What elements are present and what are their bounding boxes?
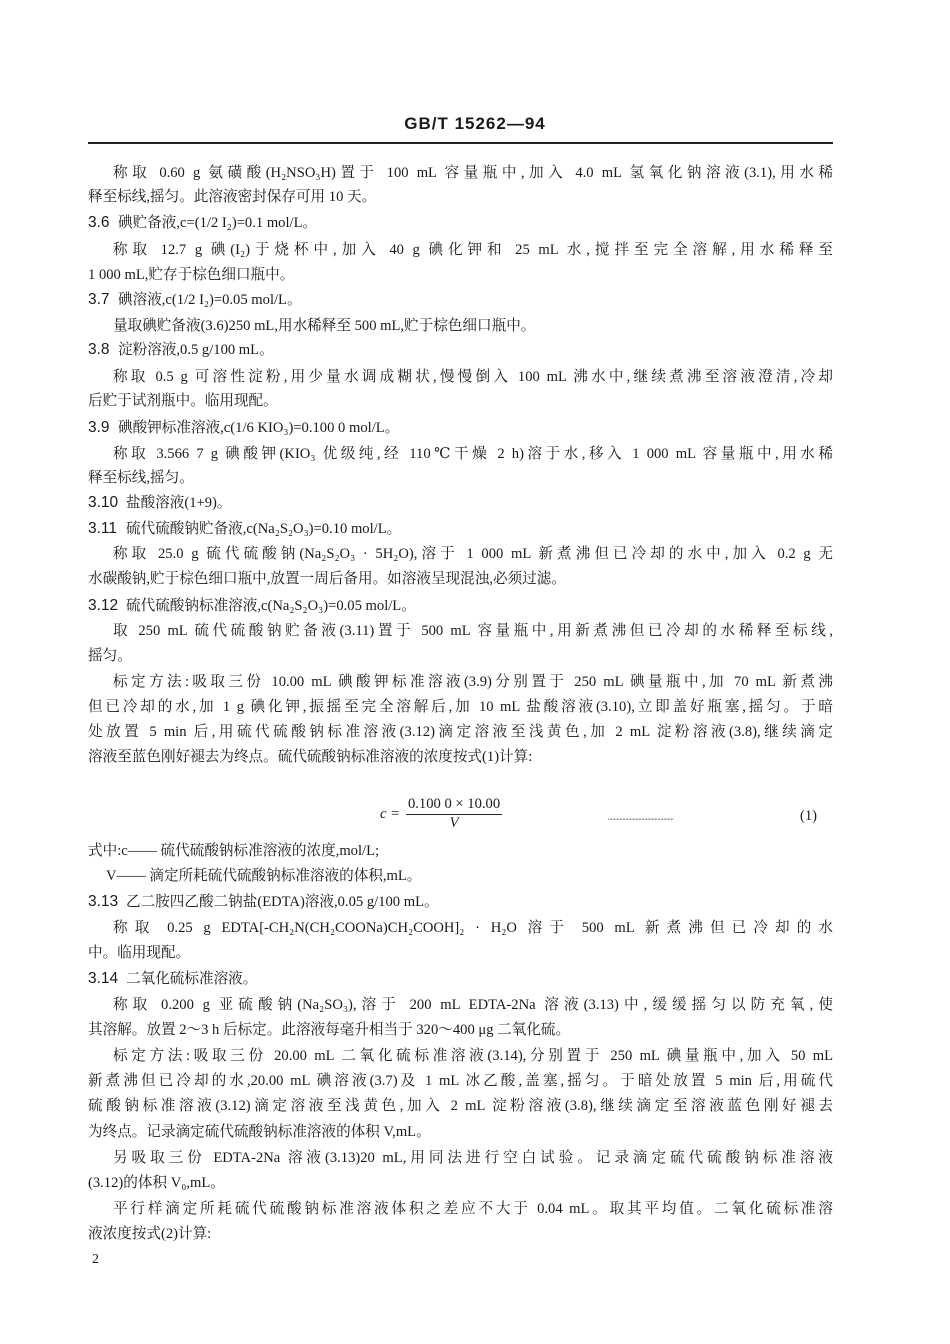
- paragraph-line: 取 250 mL 硫代硫酸钠贮备液(3.11)置于 500 mL 容量瓶中,用新煮沸但已冷却的水稀释至标线,: [113, 623, 833, 639]
- section-number: 3.7: [88, 291, 110, 308]
- section-title: 硫代硫酸钠标准溶液,c(Na₂S₂O₃)=0.05 mol/L。: [126, 598, 416, 614]
- document-header-standard-number: GB/T 15262—94: [404, 114, 546, 133]
- paragraph-line: 称取 12.7 g 碘(I₂)于烧杯中,加入 40 g 碘化钾和 25 mL 水,搅拌至完全溶解,用水稀释至: [113, 242, 833, 258]
- section-heading-3-14: [88, 969, 833, 989]
- section-number: 3.10: [88, 494, 119, 511]
- paragraph-line: 硫酸钠标准溶液(3.12)滴定溶液至浅黄色,加入 2 mL 淀粉溶液(3.8),继续滴定至溶液蓝色刚好褪去: [88, 1098, 833, 1114]
- section-title: 硫代硫酸钠贮备液,c(Na₂S₂O₃)=0.10 mol/L。: [126, 521, 402, 537]
- section-title: 碘贮备液,c=(1/2 I₂)=0.1 mol/L。: [118, 215, 318, 231]
- paragraph-line: 水碳酸钠,贮于棕色细口瓶中,放置一周后备用。如溶液呈现混浊,必须过滤。: [88, 571, 566, 587]
- section-number: 3.14: [88, 970, 119, 987]
- paragraph-line: 平行样滴定所耗硫代硫酸钠标准溶液体积之差应不大于 0.04 mL。取其平均值。二氧化硫标准溶: [113, 1201, 833, 1217]
- formula-variable-definition: 式中:c—— 硫代硫酸钠标准溶液的浓度,mol/L;: [88, 843, 380, 859]
- paragraph-line: 标定方法:吸取三份 10.00 mL 碘酸钾标准溶液(3.9)分别置于 250 mL 碘量瓶中,加 70 mL 新煮沸: [113, 674, 833, 690]
- section-title: 二氧化硫标准溶液。: [126, 971, 258, 987]
- paragraph-line: 中。临用现配。: [88, 945, 191, 961]
- section-heading-3-9: [88, 418, 833, 438]
- paragraph-line: 液浓度按式(2)计算:: [88, 1226, 212, 1242]
- section-title: 淀粉溶液,0.5 g/100 mL。: [118, 342, 274, 358]
- page-number: 2: [92, 1252, 99, 1267]
- paragraph-line: 摇匀。: [88, 648, 132, 664]
- section-heading-3-7: [88, 290, 833, 310]
- formula-lhs: c =: [380, 805, 400, 822]
- formula-number: (1): [800, 808, 818, 824]
- paragraph-line: 后贮于试剂瓶中。临用现配。: [88, 393, 278, 409]
- formula-leader-dots: ………………………………………: [608, 808, 674, 824]
- section-heading-3-12: [88, 596, 833, 616]
- paragraph-line: 称取 0.25 g EDTA[-CH₂N(CH₂COONa)CH₂COOH]₂ · H₂O 溶于 500 mL 新煮沸但已冷却的水: [113, 920, 833, 936]
- section-title: 碘酸钾标准溶液,c(1/6 KIO₃)=0.100 0 mol/L。: [118, 420, 400, 436]
- paragraph-line: 释至标线,摇匀。: [88, 470, 194, 486]
- section-number: 3.12: [88, 597, 119, 614]
- paragraph-line: 称取 3.566 7 g 碘酸钾(KIO₃ 优级纯,经 110℃干燥 2 h)溶于水,移入 1 000 mL 容量瓶中,用水稀: [113, 446, 833, 462]
- paragraph-line: 其溶解。放置 2～3 h 后标定。此溶液每毫升相当于 320～400 μg 二氧化硫。: [88, 1022, 571, 1038]
- paragraph-line: 称取 0.5 g 可溶性淀粉,用少量水调成糊状,慢慢倒入 100 mL 沸水中,继续煮沸至溶液澄清,冷却: [113, 369, 833, 385]
- paragraph-line: 标定方法:吸取三份 20.00 mL 二氧化硫标准溶液(3.14),分别置于 250 mL 碘量瓶中,加入 50 mL: [113, 1048, 833, 1064]
- paragraph-line: 1 000 mL,贮存于棕色细口瓶中。: [88, 267, 295, 283]
- section-number: 3.6: [88, 214, 110, 231]
- paragraph-line: 溶液至蓝色刚好褪去为终点。硫代硫酸钠标准溶液的浓度按式(1)计算:: [88, 749, 533, 765]
- paragraph-line: 处放置 5 min 后,用硫代硫酸钠标准溶液(3.12)滴定溶液至浅黄色,加 2 mL 淀粉溶液(3.8),继续滴定: [88, 724, 833, 740]
- formula-fraction: [406, 796, 502, 832]
- section-number: 3.11: [88, 520, 118, 537]
- paragraph-line: (3.12)的体积 V₀,mL。: [88, 1175, 225, 1191]
- paragraph-line: 但已冷却的水,加 1 g 碘化钾,振摇至完全溶解后,加 10 mL 盐酸溶液(3.10),立即盖好瓶塞,摇匀。于暗: [88, 699, 833, 715]
- section-heading-3-10: [88, 493, 833, 513]
- paragraph-line: 称取 0.60 g 氨磺酸(H₂NSO₃H)置于 100 mL 容量瓶中,加入 4.0 mL 氢氧化钠溶液(3.1),用水稀: [113, 165, 833, 181]
- section-heading-3-11: [88, 519, 833, 539]
- paragraph-line: 释至标线,摇匀。此溶液密封保存可用 10 天。: [88, 189, 377, 205]
- formula-variable-definition: V—— 滴定所耗硫代硫酸钠标准溶液的体积,mL。: [106, 868, 422, 884]
- header-rule: [88, 142, 833, 144]
- section-heading-3-13: [88, 892, 833, 912]
- formula-numerator: 0.100 0 × 10.00: [406, 796, 502, 815]
- section-heading-3-8: [88, 340, 833, 360]
- section-title: 碘溶液,c(1/2 I₂)=0.05 mol/L。: [118, 292, 302, 308]
- section-number: 3.13: [88, 893, 119, 910]
- paragraph-line: 称取 25.0 g 硫代硫酸钠(Na₂S₂O₃ · 5H₂O),溶于 1 000 mL 新煮沸但已冷却的水中,加入 0.2 g 无: [113, 546, 833, 562]
- section-heading-3-6: [88, 213, 833, 233]
- formula-1: [380, 796, 502, 832]
- paragraph-line: 称取 0.200 g 亚硫酸钠(Na₂SO₃),溶于 200 mL EDTA-2Na 溶液(3.13)中,缓缓摇匀以防充氧,使: [113, 997, 833, 1013]
- section-title: 盐酸溶液(1+9)。: [126, 495, 232, 511]
- paragraph-line: 新煮沸但已冷却的水,20.00 mL 碘溶液(3.7)及 1 mL 冰乙酸,盖塞,摇匀。于暗处放置 5 min 后,用硫代: [88, 1073, 833, 1089]
- formula-denominator: V: [449, 815, 459, 831]
- paragraph-line: 另吸取三份 EDTA-2Na 溶液(3.13)20 mL,用同法进行空白试验。记录滴定硫代硫酸钠标准溶液: [113, 1150, 833, 1166]
- section-title: 乙二胺四乙酸二钠盐(EDTA)溶液,0.05 g/100 mL。: [126, 894, 439, 910]
- section-number: 3.8: [88, 341, 110, 358]
- paragraph-line: 为终点。记录滴定硫代硫酸钠标准溶液的体积 V,mL。: [88, 1124, 431, 1140]
- section-number: 3.9: [88, 419, 110, 436]
- paragraph-line: 量取碘贮备液(3.6)250 mL,用水稀释至 500 mL,贮于棕色细口瓶中。: [113, 318, 536, 334]
